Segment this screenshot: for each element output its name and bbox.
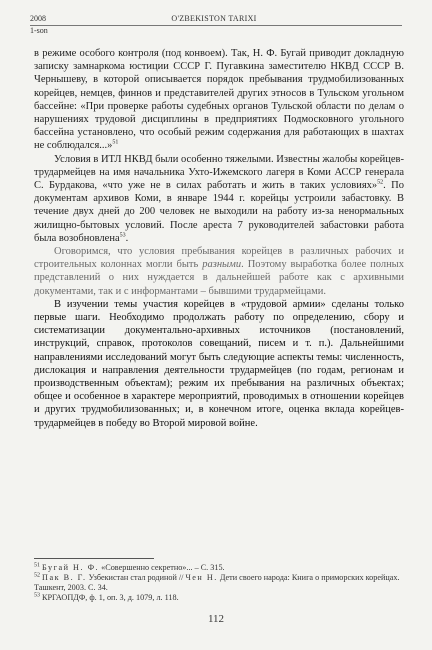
footnote-ref-52: 52 [377, 179, 384, 186]
article-body [34, 47, 404, 430]
paragraph-4: В изучении темы участия корейцев в «трудовой армии» сделаны только первые шаги. Необходимо продолжать работу по определению, сбору и систематизации документально-архивных источников (постановлений, инструкций, справок, протоколов совещаний, писем и т. п.). Дальнейшими направлениями исследований могут быть следующие аспекты темы: численность, дислокация и направления деятельности трудармейцев (по годам, регионам и производственным объектам); режим их пребывания на различных объектах; общее и особенное в характере мероприятий, проводимых в отношении корейцев и других трудмобилизованных; и, в конечном итоге, оценка вклада корейцев-трудармейцев в победу во Второй мировой войне. [34, 298, 404, 429]
paragraph-3: Оговоримся, что условия пребывания корейцев в различных рабочих и строительных колоннах могли быть разными. Поэтому выработка более полных представлений о них нуждается в дальнейшей работе как с архивными документами, так и с информантами – бывшими трудармейцами. [34, 246, 404, 297]
header-journal-title: O'ZBEKISTON TARIXI [171, 14, 257, 23]
footnote-separator [34, 558, 154, 559]
footnotes [34, 563, 404, 603]
footnote-author: Пак В. Г. [42, 573, 87, 582]
footnote-ref-53: 53 [119, 232, 126, 239]
paragraph-1: в режиме особого контроля (под конвоем). Так, Н. Ф. Бугай приводит докладную записку замнаркома юстиции СССР Г. Пугавкина заместителю НКВД СССР В. Чернышеву, в которой описывается порядок пребывания трудмобилизованных корейцев, немцев, финнов и представителей других этносов в Тульском угольном бассейне: «При проверке работы судебных органов Тульской области по делам о нарушениях трудовой дисциплины в предприятиях Подмосковного угольного бассейна установлено, что особый режим содержания для работающих в шахтах не соблюдался...»$^{51}$ [34, 48, 404, 152]
paragraph-2: Условия в ИТЛ НКВД были особенно тяжелыми. Известны жалобы корейцев-трудармейцев на имя начальника Ухто-Ижемского лагеря в Коми АССР генерала С. Бурдакова, «что уже не в силах работать и жить в таких условиях»$^{52}$. По документам архивов Коми, в январе 1944 г. корейцы устроили забастовку. В течение двух дней до 200 человек не выходили на работу из-за ненормальных жилищно-бытовых условий. После ареста 7 руководителей забастовки работа была возобновлена$^{53}$. [34, 153, 404, 244]
footnote-53: $^{53}$ КРГАОПДФ, ф. 1, оп. 3, д. 1079, л. 118. [34, 592, 179, 602]
page-number: 112 [207, 613, 225, 625]
running-header [30, 14, 402, 35]
footnote-author: Бугай Н. Ф. [42, 563, 100, 572]
header-issue: 1-son [30, 26, 48, 35]
footnote-51: $^{51}$ Бугай Н. Ф. «Совершенно секретно»... – С. 315. [34, 562, 225, 572]
emphasis-word: разными [202, 259, 242, 271]
header-year: 2008 [30, 14, 46, 23]
footnote-author: Чен Н. [185, 573, 218, 582]
footnote-ref-51: 51 [112, 139, 119, 146]
footnote-52: $^{52}$ Пак В. Г. Узбекистан стал родиной // Чен Н. Дети своего народа: Книга о приморских корейцах. Ташкент, 2003. С. 34. [34, 572, 400, 592]
